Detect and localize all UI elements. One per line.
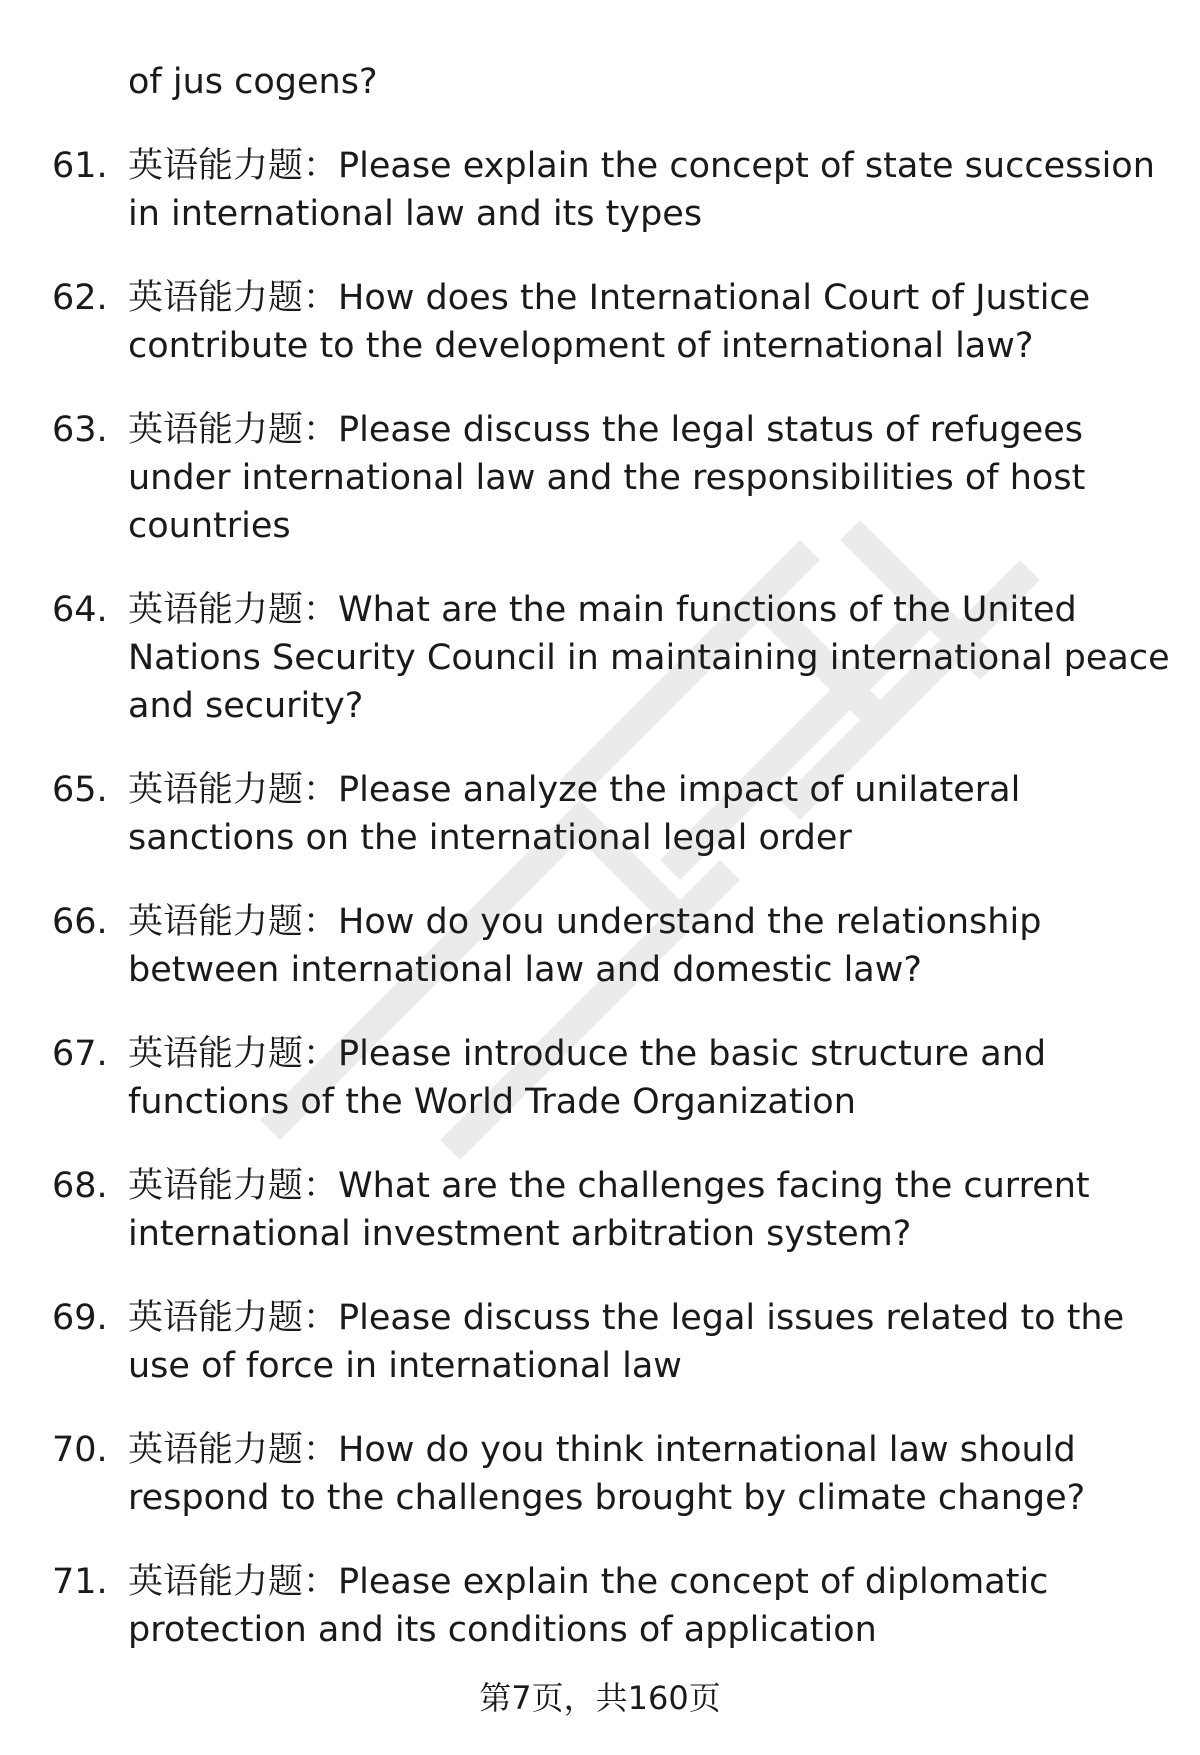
question-line: respond to the challenges brought by climate change? [128,1478,1086,1518]
question-line: Nations Security Council in maintaining international peace [128,638,1170,678]
list-item [52,1294,1172,1390]
question-number: 65. [52,770,108,810]
question-line: What are the main functions of the United [338,590,1077,630]
question-number: 66. [52,902,108,942]
question-text [128,274,1172,370]
question-line: What are the challenges facing the current [338,1166,1090,1206]
question-line: sanctions on the international legal order [128,818,852,858]
list-item [52,1162,1172,1258]
question-prefix: 英语能力题： [128,1298,339,1338]
question-line: Please discuss the legal issues related to the [338,1298,1125,1338]
question-line: use of force in international law [128,1346,682,1386]
question-line: functions of the World Trade Organization [128,1082,856,1122]
question-prefix: 英语能力题： [128,770,339,810]
question-line: How do you understand the relationship [338,902,1042,942]
question-line: countries [128,506,291,546]
list-item [52,586,1172,730]
list-item [52,1426,1172,1522]
question-number: 69. [52,1298,108,1338]
question-prefix: 英语能力题： [128,1430,339,1470]
question-prefix: 英语能力题： [128,410,339,450]
question-line: protection and its conditions of application [128,1610,877,1650]
question-text [128,1294,1172,1390]
question-line: Please explain the concept of state succession [338,146,1155,186]
question-number: 61. [52,146,108,186]
question-line: between international law and domestic law? [128,950,922,990]
question-text [128,1030,1172,1126]
question-line: and security? [128,686,364,726]
question-line: Please introduce the basic structure and [338,1034,1047,1074]
list-item [52,1558,1172,1654]
question-prefix: 英语能力题： [128,1562,339,1602]
list-item [52,274,1172,370]
question-line: in international law and its types [128,194,703,234]
question-number: 64. [52,590,108,630]
question-number: 63. [52,410,108,450]
question-number: 67. [52,1034,108,1074]
question-prefix: 英语能力题： [128,1034,339,1074]
question-number: 68. [52,1166,108,1206]
question-prefix: 英语能力题： [128,1166,339,1206]
question-prefix: 英语能力题： [128,278,339,318]
question-number: 62. [52,278,108,318]
question-line: Please discuss the legal status of refugees [338,410,1083,450]
question-line: under international law and the responsibilities of host [128,458,1086,498]
question-line: How does the International Court of Justice [338,278,1091,318]
list-item [52,1030,1172,1126]
list-item [52,406,1172,550]
question-line: international investment arbitration system? [128,1214,912,1254]
question-text [128,406,1172,550]
question-prefix: 英语能力题： [128,146,339,186]
question-text [128,586,1172,730]
question-line: Please explain the concept of diplomatic [338,1562,1049,1602]
question-prefix: 英语能力题： [128,590,339,630]
question-text [128,142,1172,238]
question-line: How do you think international law should [338,1430,1076,1470]
question-text [128,1426,1172,1522]
page-footer: 第7页，共160页 [479,1679,721,1717]
continuation-text: of jus cogens? [128,62,378,102]
question-text [128,1162,1172,1258]
list-item [52,898,1172,994]
list-item [52,766,1172,862]
question-number: 70. [52,1430,108,1470]
question-text [128,766,1172,862]
question-line: Please analyze the impact of unilateral [338,770,1021,810]
question-text [128,898,1172,994]
question-text [128,1558,1172,1654]
list-item [52,142,1172,238]
question-number: 71. [52,1562,108,1602]
question-line: contribute to the development of international law? [128,326,1034,366]
question-prefix: 英语能力题： [128,902,339,942]
